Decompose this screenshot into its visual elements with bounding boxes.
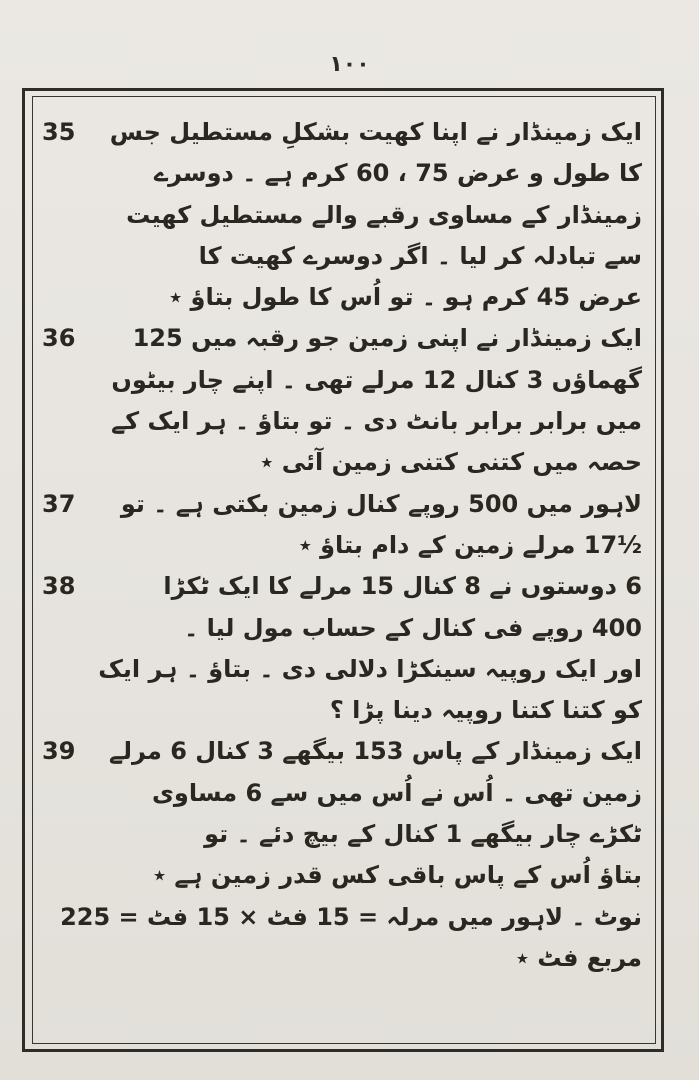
question-number: 38 (42, 572, 76, 601)
text-line (38, 442, 648, 483)
line-text: گھماؤں 3 کنال 12 مرلے تھی ۔ اپنے چار بیٹوں (111, 365, 642, 394)
line-text: عرض 45 کرم ہو ۔ تو اُس کا طول بتاؤ ٭ (169, 283, 642, 312)
text-line (38, 897, 648, 938)
line-text: لاہور میں 500 روپے کنال زمین بکتی ہے ۔ تو (120, 489, 642, 518)
question-line-36 (38, 318, 648, 359)
line-text: کا طول و عرض 75 ، 60 کرم ہے ۔ دوسرے (154, 159, 642, 188)
question-number: 35 (42, 118, 76, 146)
text-line (38, 855, 648, 896)
question-line-39 (38, 731, 648, 772)
line-text: ایک زمینڈار کے پاس 153 بیگھے 3 کنال 6 مرلے (108, 737, 642, 766)
text-line (38, 814, 648, 855)
line-text: 400 روپے فی کنال کے حساب مول لیا ۔ (184, 613, 642, 642)
line-text: مربع فٹ ٭ (515, 943, 642, 972)
question-number: 39 (42, 737, 76, 766)
question-number: 37 (42, 489, 76, 518)
text-line (38, 690, 648, 731)
text-line (38, 195, 648, 236)
line-text: ایک زمینڈار نے اپنی زمین جو رقبہ میں 125 (132, 324, 642, 353)
line-text: اور ایک روپیہ سینکڑا دلالی دی ۔ بتاؤ ۔ ہر ایک (98, 654, 642, 683)
line-text: ٹکڑے چار بیگھے 1 کنال کے بیچ دئے ۔ تو (204, 820, 642, 849)
text-line (38, 773, 648, 814)
line-text: زمینڈار کے مساوی رقبے والے مستطیل کھیت (126, 200, 642, 229)
line-text: حصہ میں کتنی کتنی زمین آئی ٭ (260, 448, 642, 477)
text-line (38, 360, 648, 401)
question-line-38 (38, 566, 648, 607)
question-line-37 (38, 484, 648, 525)
question-number: 36 (42, 324, 76, 353)
line-text: بتاؤ اُس کے پاس باقی کس قدر زمین ہے ٭ (152, 861, 642, 890)
text-line (38, 401, 648, 442)
line-text: کو کتنا کتنا روپیہ دینا پڑا ؟ (329, 696, 642, 725)
text-line (38, 938, 648, 979)
line-text: 6 دوستوں نے 8 کنال 15 مرلے کا ایک ٹکڑا (163, 572, 642, 601)
question-line-35 (38, 112, 648, 153)
text-line (38, 608, 648, 649)
text-line (38, 525, 648, 566)
line-text: نوٹ ۔ لاہور میں مرلہ = 15 فٹ × 15 فٹ = 225 (60, 902, 642, 931)
text-line (38, 236, 648, 277)
exercise-text (38, 112, 648, 1042)
text-line (38, 277, 648, 318)
page-number: ١٠٠ (329, 52, 370, 77)
line-text: میں برابر برابر بانٹ دی ۔ تو بتاؤ ۔ ہر ایک کے (111, 407, 642, 436)
line-text: ½17 مرلے زمین کے دام بتاؤ ٭ (298, 530, 642, 559)
line-text: سے تبادلہ کر لیا ۔ اگر دوسرے کھیت کا (198, 241, 642, 270)
text-line (38, 153, 648, 194)
text-line (38, 649, 648, 690)
line-text: ایک زمینڈار نے اپنا کھیت بشکلِ مستطیل جس (109, 118, 642, 146)
line-text: زمین تھی ۔ اُس نے اُس میں سے 6 مساوی (151, 778, 642, 807)
